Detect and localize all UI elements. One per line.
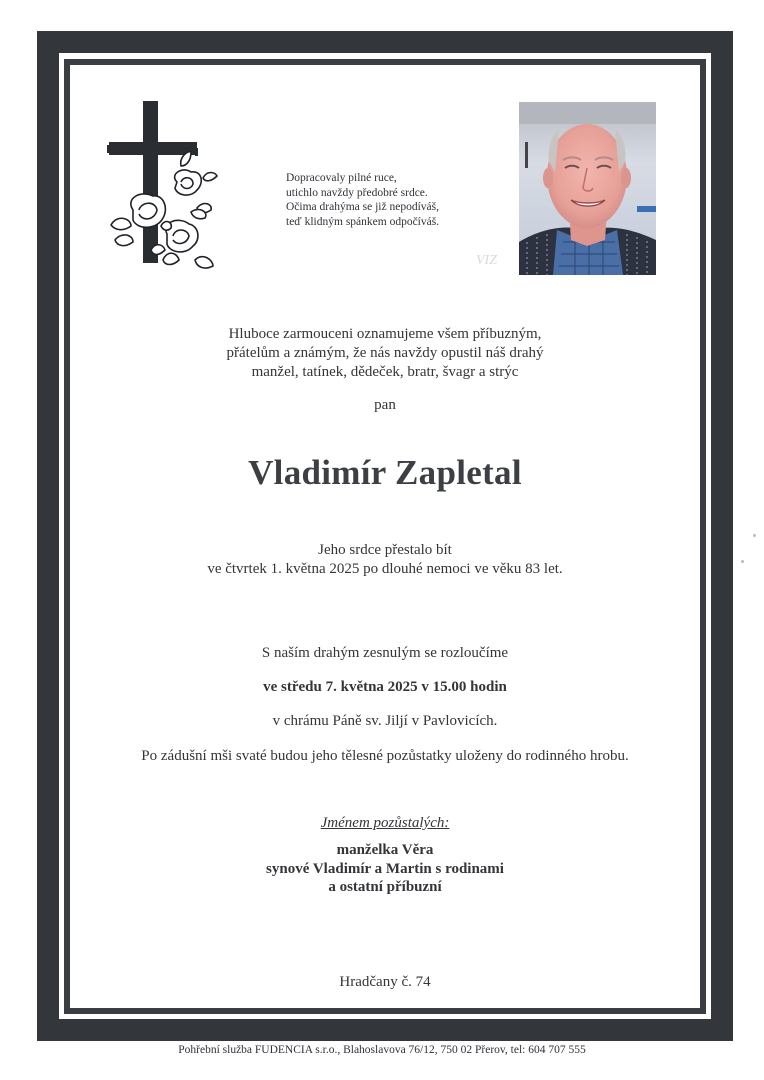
family-address: Hradčany č. 74 [339,974,431,990]
poem-line: Dopracovaly pilné ruce, [286,172,397,184]
cross-with-roses-icon [107,100,219,280]
deceased-name: Vladimír Zapletal [248,453,522,492]
survivor-line: manželka Věra [336,842,434,858]
ceremony-place: v chrámu Páně sv. Jiljí v Pavlovicích. [272,713,498,729]
survivor-line: synové Vladimír a Martin s rodinami [266,860,504,877]
announcement-line: manžel, tatínek, dědeček, bratr, švagr a strýc [251,364,519,380]
survivors-label: Jménem pozůstalých: [320,815,450,831]
poem-line: Očima drahýma se již nepodíváš, [286,201,439,213]
farewell-text: S naším drahým zesnulým se rozloučíme [261,645,509,661]
poem-line: utichlo navždy předobré srdce. [286,186,428,199]
survivor-line: a ostatní příbuzní [328,879,442,895]
scan-speck [753,534,756,537]
death-notice [70,541,700,579]
portrait-photo [519,102,656,275]
poem-line: teď klidným spánkem odpočíváš. [286,215,440,228]
memorial-poem [286,171,439,229]
announcement-text [70,325,700,382]
funeral-service-footer: Pohřební služba FUDENCIA s.r.o., Blahoslavova 76/12, 750 02 Přerov, tel: 604 707 555 [178,1044,586,1056]
death-notice-line: ve čtvrtek 1. května 2025 po dlouhé nemoci ve věku 83 let. [207,561,563,577]
announcement-line: přátelům a známým, že nás navždy opustil náš drahý [226,345,544,361]
announcement-line: Hluboce zarmouceni oznamujeme všem příbuzným, [228,326,542,342]
burial-text: Po zádušní mši svaté budou jeho tělesné pozůstatky uloženy do rodinného hrobu. [141,748,629,764]
handwritten-mark: VIZ [476,253,497,268]
ceremony-datetime: ve středu 7. května 2025 v 15.00 hodin [263,679,507,695]
scan-speck [741,560,744,563]
salutation: pan [374,397,396,413]
death-notice-line: Jeho srdce přestalo bít [318,542,452,558]
survivors-list [70,841,700,897]
